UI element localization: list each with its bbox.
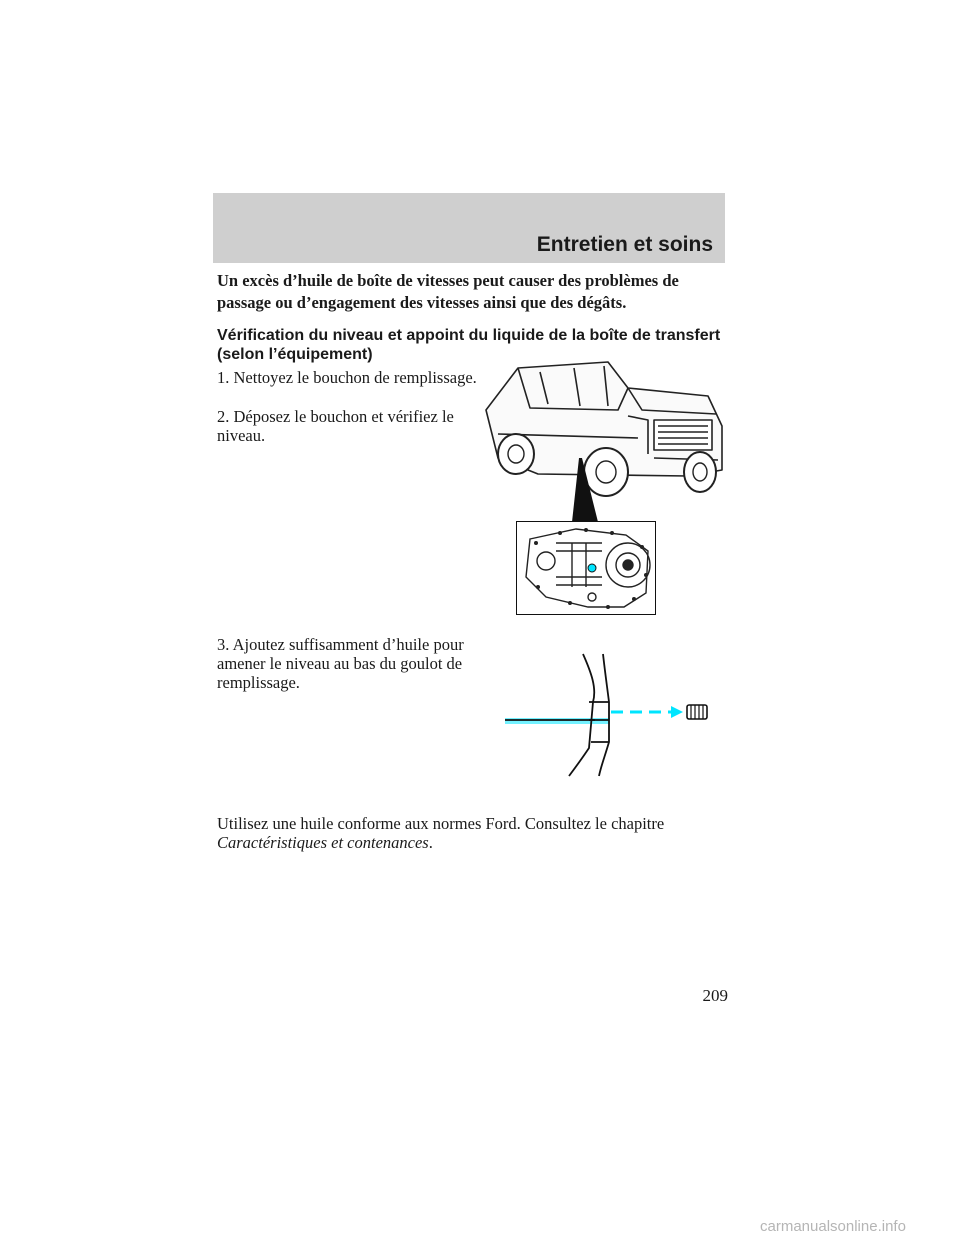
step-2: 2. Déposez le bouchon et vérifiez le niveau.	[217, 407, 454, 445]
vehicle-illustration	[478, 348, 738, 498]
fluid-level-indicator	[505, 718, 610, 724]
note-text: Utilisez une huile conforme aux normes Ford. Consultez le chapitre	[217, 814, 665, 833]
page-number: 209	[702, 986, 728, 1005]
note-paragraph	[217, 814, 737, 852]
step-1: 1. Nettoyez le bouchon de remplissage.	[217, 368, 477, 387]
section-header-band	[213, 193, 725, 263]
watermark: carmanualsonline.info	[760, 1218, 906, 1235]
warning-text: Un excès d’huile de boîte de vitesses peut causer des problèmes de passage ou d’engagement des vitesses ainsi que des dégâts.	[217, 271, 679, 312]
transfer-case-illustration	[516, 521, 656, 615]
pointer-arrow	[570, 458, 600, 524]
note-chapter-reference: Caractéristiques et contenances	[217, 833, 429, 852]
subsection-heading: Vérification du niveau et appoint du liquide de la boîte de transfert (selon l’équipement)	[217, 327, 721, 363]
note-end: .	[428, 833, 433, 852]
fill-level-diagram	[505, 652, 715, 780]
fill-plug-icon	[687, 705, 707, 719]
step-3: 3. Ajoutez suffisamment d’huile pour amener le niveau au bas du goulot de remplissage.	[217, 635, 464, 692]
section-title: Entretien et soins	[536, 233, 713, 256]
fill-plug-highlight	[588, 564, 596, 572]
